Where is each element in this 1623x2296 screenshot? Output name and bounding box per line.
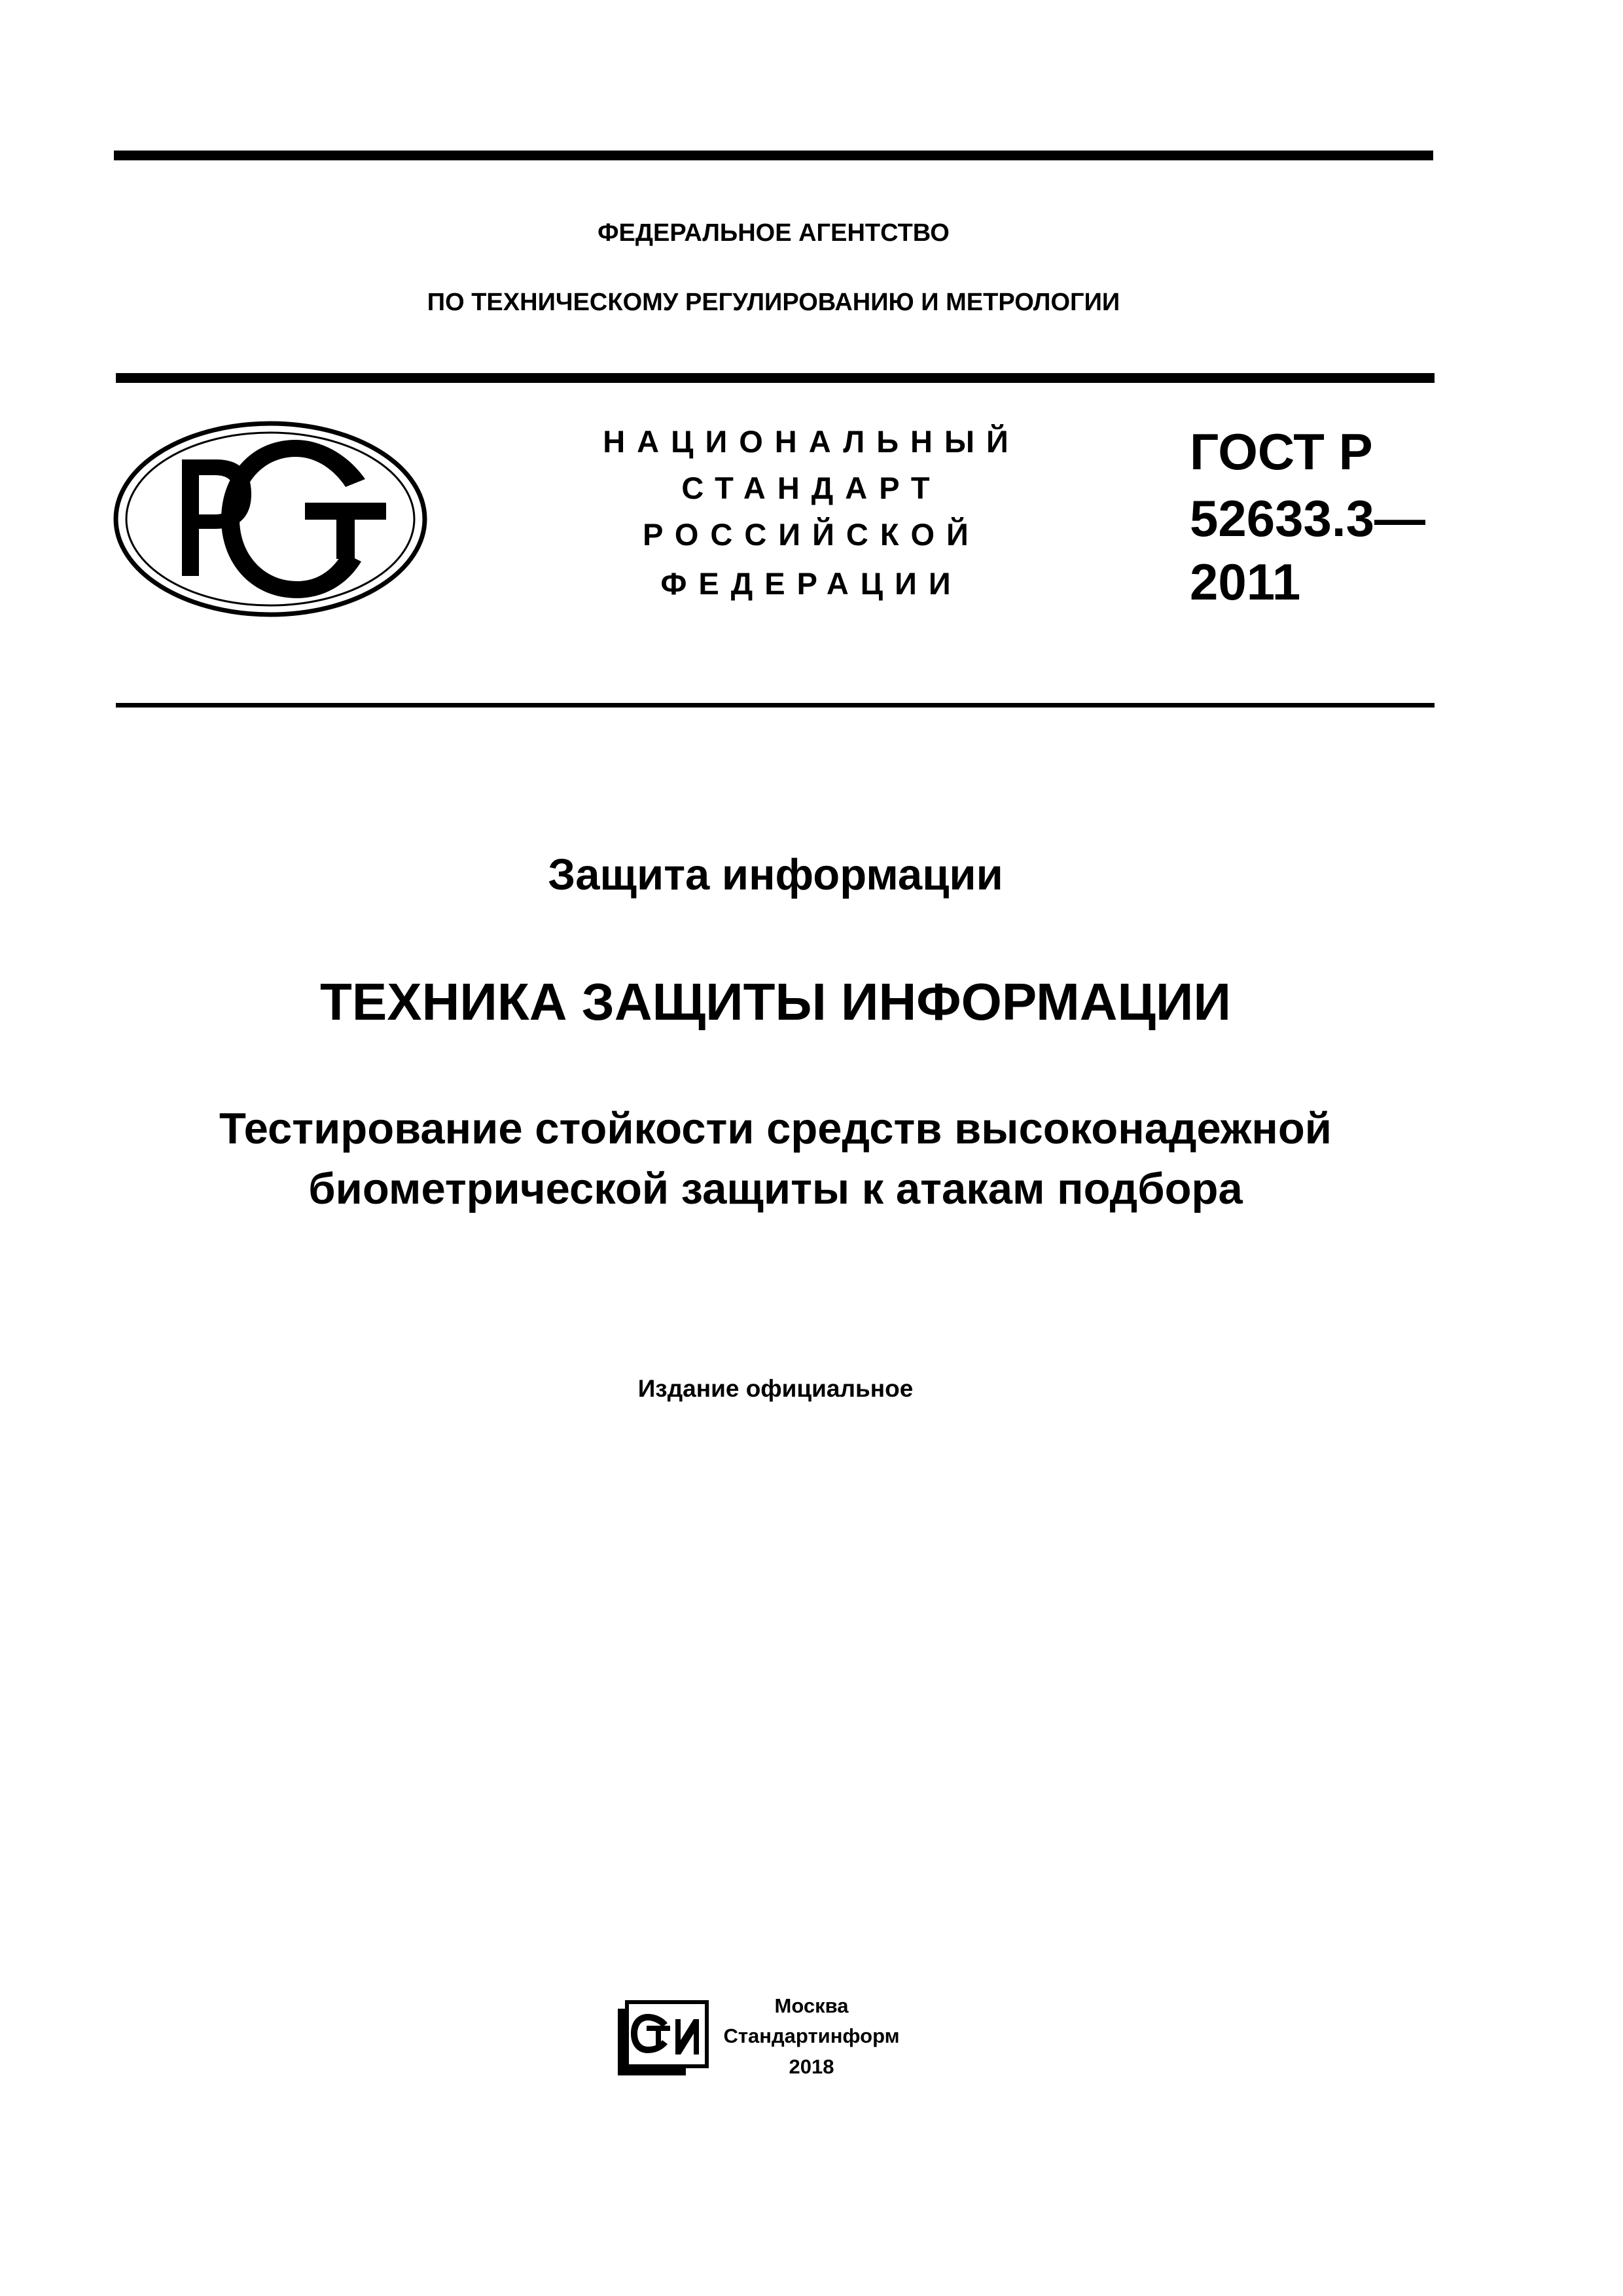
national-standard-line-4: ФЕДЕРАЦИИ — [660, 566, 963, 601]
standard-designation-line-2: 52633.3— — [1190, 490, 1425, 547]
national-standard-line-1: НАЦИОНАЛЬНЫЙ — [603, 424, 1020, 459]
edition-note: Издание официальное — [637, 1375, 914, 1402]
agency-name-line-1: ФЕДЕРАЛЬНОЕ АГЕНТСТВО — [597, 219, 950, 247]
standard-designation-line-1: ГОСТ Р — [1190, 423, 1373, 480]
top-rule — [114, 151, 1433, 160]
publisher-name: Стандартинформ — [723, 2024, 900, 2047]
header-divider-rule — [116, 373, 1435, 383]
standartinform-logo-icon — [615, 2000, 710, 2078]
standard-designation-line-3: 2011 — [1190, 553, 1301, 611]
rst-certification-mark-icon — [111, 419, 429, 619]
agency-name-line-2: ПО ТЕХНИЧЕСКОМУ РЕГУЛИРОВАНИЮ И МЕТРОЛОГИИ — [427, 289, 1120, 316]
header-bottom-rule — [116, 703, 1435, 708]
publication-year: 2018 — [789, 2055, 834, 2078]
national-standard-line-2: СТАНДАРТ — [681, 471, 942, 505]
publisher-city: Москва — [774, 1994, 849, 2017]
document-title: ТЕХНИКА ЗАЩИТЫ ИНФОРМАЦИИ — [320, 973, 1231, 1031]
document-subtitle-line-1: Тестирование стойкости средств высоконадежной — [219, 1104, 1332, 1153]
document-subtitle-line-2: биометрической защиты к атакам подбора — [308, 1164, 1243, 1213]
document-subject: Защита информации — [548, 850, 1003, 899]
national-standard-line-3: РОССИЙСКОЙ — [643, 517, 980, 552]
